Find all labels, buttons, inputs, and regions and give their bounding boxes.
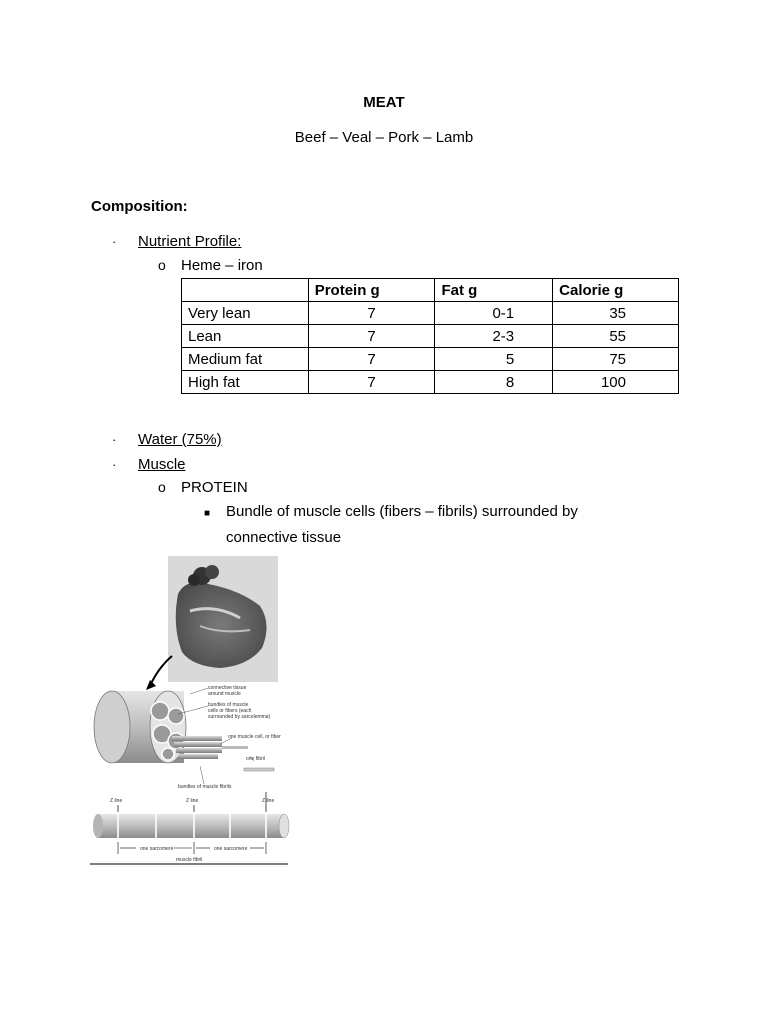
water-label: Water (75%) [138, 431, 222, 448]
label-bundles-1: bundles of muscle [208, 702, 249, 708]
label-zline-2: Z line [186, 798, 199, 804]
muscle-structure-figure [90, 556, 290, 866]
detail-line-1: Bundle of muscle cells (fibers – fibrils) surrounded by [226, 503, 578, 520]
table-header-cell: Fat g [435, 279, 553, 302]
bullet-mark: · [112, 432, 117, 447]
table-cell-protein: 7 [308, 348, 435, 371]
label-zline-1: Z line [110, 798, 123, 804]
label-bundles-3: surrounded by sarcolemma) [208, 714, 271, 720]
nutrient-profile-label: Nutrient Profile: [138, 233, 242, 250]
detail-bullet-bundle [204, 500, 578, 550]
detail-line-2: connective tissue [226, 529, 342, 546]
table-cell-category: High fat [182, 371, 309, 394]
steak-photo [168, 556, 278, 682]
table-cell-protein: 7 [308, 325, 435, 348]
table-cell-calorie: 100 [553, 371, 679, 394]
table-row [182, 302, 679, 325]
table-header-cell: Protein g [308, 279, 435, 302]
muscle-label: Muscle [138, 456, 186, 473]
table-cell-calorie: 35 [553, 302, 679, 325]
muscle-fibers [172, 736, 274, 771]
bullet-water [112, 431, 222, 448]
bullet-mark: · [112, 457, 117, 472]
table-header-cell [182, 279, 309, 302]
table-cell-calorie: 55 [553, 325, 679, 348]
table-row [182, 371, 679, 394]
label-sarcomere-1: one sarcomere [140, 846, 174, 852]
label-fibril: one fibril [246, 756, 265, 762]
muscle-diagram-illustration [90, 556, 290, 866]
label-bundles-2: cells or fibers (each [208, 708, 252, 714]
table-row [182, 325, 679, 348]
table-cell-fat: 0-1 [435, 302, 553, 325]
table-cell-category: Very lean [182, 302, 309, 325]
table-header-cell: Calorie g [553, 279, 679, 302]
table-cell-category: Lean [182, 325, 309, 348]
bullet-nutrient-profile [112, 233, 241, 250]
label-zline-3: Z line [262, 798, 275, 804]
sub-bullet-mark: o [158, 257, 166, 273]
label-sarcomere-2: one sarcomere [214, 846, 248, 852]
sub-bullet-mark: o [158, 479, 166, 495]
page-subtitle: Beef – Veal – Pork – Lamb [294, 129, 474, 146]
sub-bullet-heme-iron [158, 257, 263, 274]
table-header-row [182, 279, 679, 302]
table-cell-fat: 2-3 [435, 325, 553, 348]
arrow-head [146, 680, 156, 690]
sub-bullet-protein [158, 479, 248, 496]
label-cell: one muscle cell, or fiber [228, 734, 281, 740]
nutrient-table [181, 278, 679, 394]
label-muscle-fibril: muscle fibril [176, 857, 203, 863]
bullet-mark: · [112, 234, 117, 249]
composition-heading: Composition: [91, 198, 188, 215]
table-cell-calorie: 75 [553, 348, 679, 371]
protein-label: PROTEIN [181, 479, 248, 496]
table-cell-protein: 7 [308, 302, 435, 325]
label-connective: connective tissue [208, 685, 247, 691]
table-cell-fat: 8 [435, 371, 553, 394]
table-cell-category: Medium fat [182, 348, 309, 371]
label-around: around muscle [208, 691, 241, 697]
bullet-muscle [112, 456, 186, 473]
table-cell-protein: 7 [308, 371, 435, 394]
label-fibrils-bundle: bundles of muscle fibrils [178, 784, 232, 790]
muscle-cylinder [94, 691, 186, 763]
heme-iron-label: Heme – iron [181, 257, 263, 274]
square-bullet-mark: ■ [204, 508, 211, 519]
fibril-cylinder [93, 814, 289, 838]
table-row [182, 348, 679, 371]
table-cell-fat: 5 [435, 348, 553, 371]
page-title: MEAT [363, 94, 405, 111]
